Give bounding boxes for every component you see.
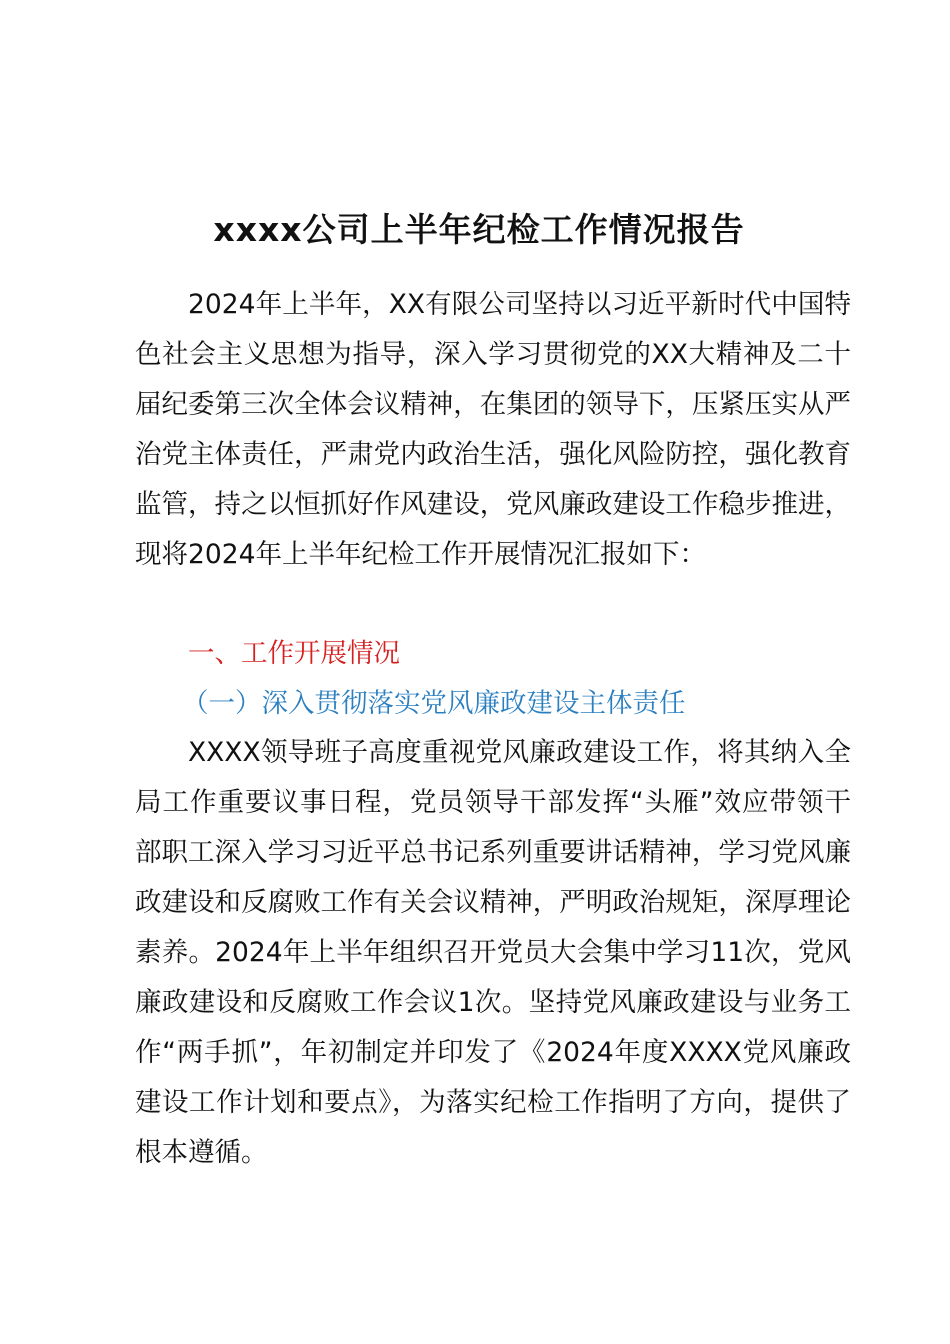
intro-paragraph: 2024年上半年，XX有限公司坚持以习近平新时代中国特色社会主义思想为指导，深入学习贯彻党的XX大精神及二十届纪委第三次全体会议精神，在集团的领导下，压紧压实从严治党主体责任，严肃党内政治生活，强化风险防控，强化教育监管，持之以恒抓好作风建设，党风廉政建设工作稳步推进，现将2024年上半年纪检工作开展情况汇报如下： [135,289,851,570]
document-title: xxxx公司上半年纪检工作情况报告 [213,210,745,249]
subsection-heading: （一）深入贯彻落实党风廉政建设主体责任 [182,688,686,719]
section-heading: 一、工作开展情况 [188,638,400,669]
body-paragraph: XXXX领导班子高度重视党风廉政建设工作，将其纳入全局工作重要议事日程，党员领导干部发挥“头雁”效应带领干部职工深入学习习近平总书记系列重要讲话精神，学习党风廉政建设和反腐败工作有关会议精神，严明政治规矩，深厚理论素养。2024年上半年组织召开党员大会集中学习11次，党风廉政建设和反腐败工作会议1次。坚持党风廉政建设与业务工作“两手抓”，年初制定并印发了《2024年度XXXX党风廉政建设工作计划和要点》，为落实纪检工作指明了方向，提供了根本遵循。 [135,737,851,1168]
